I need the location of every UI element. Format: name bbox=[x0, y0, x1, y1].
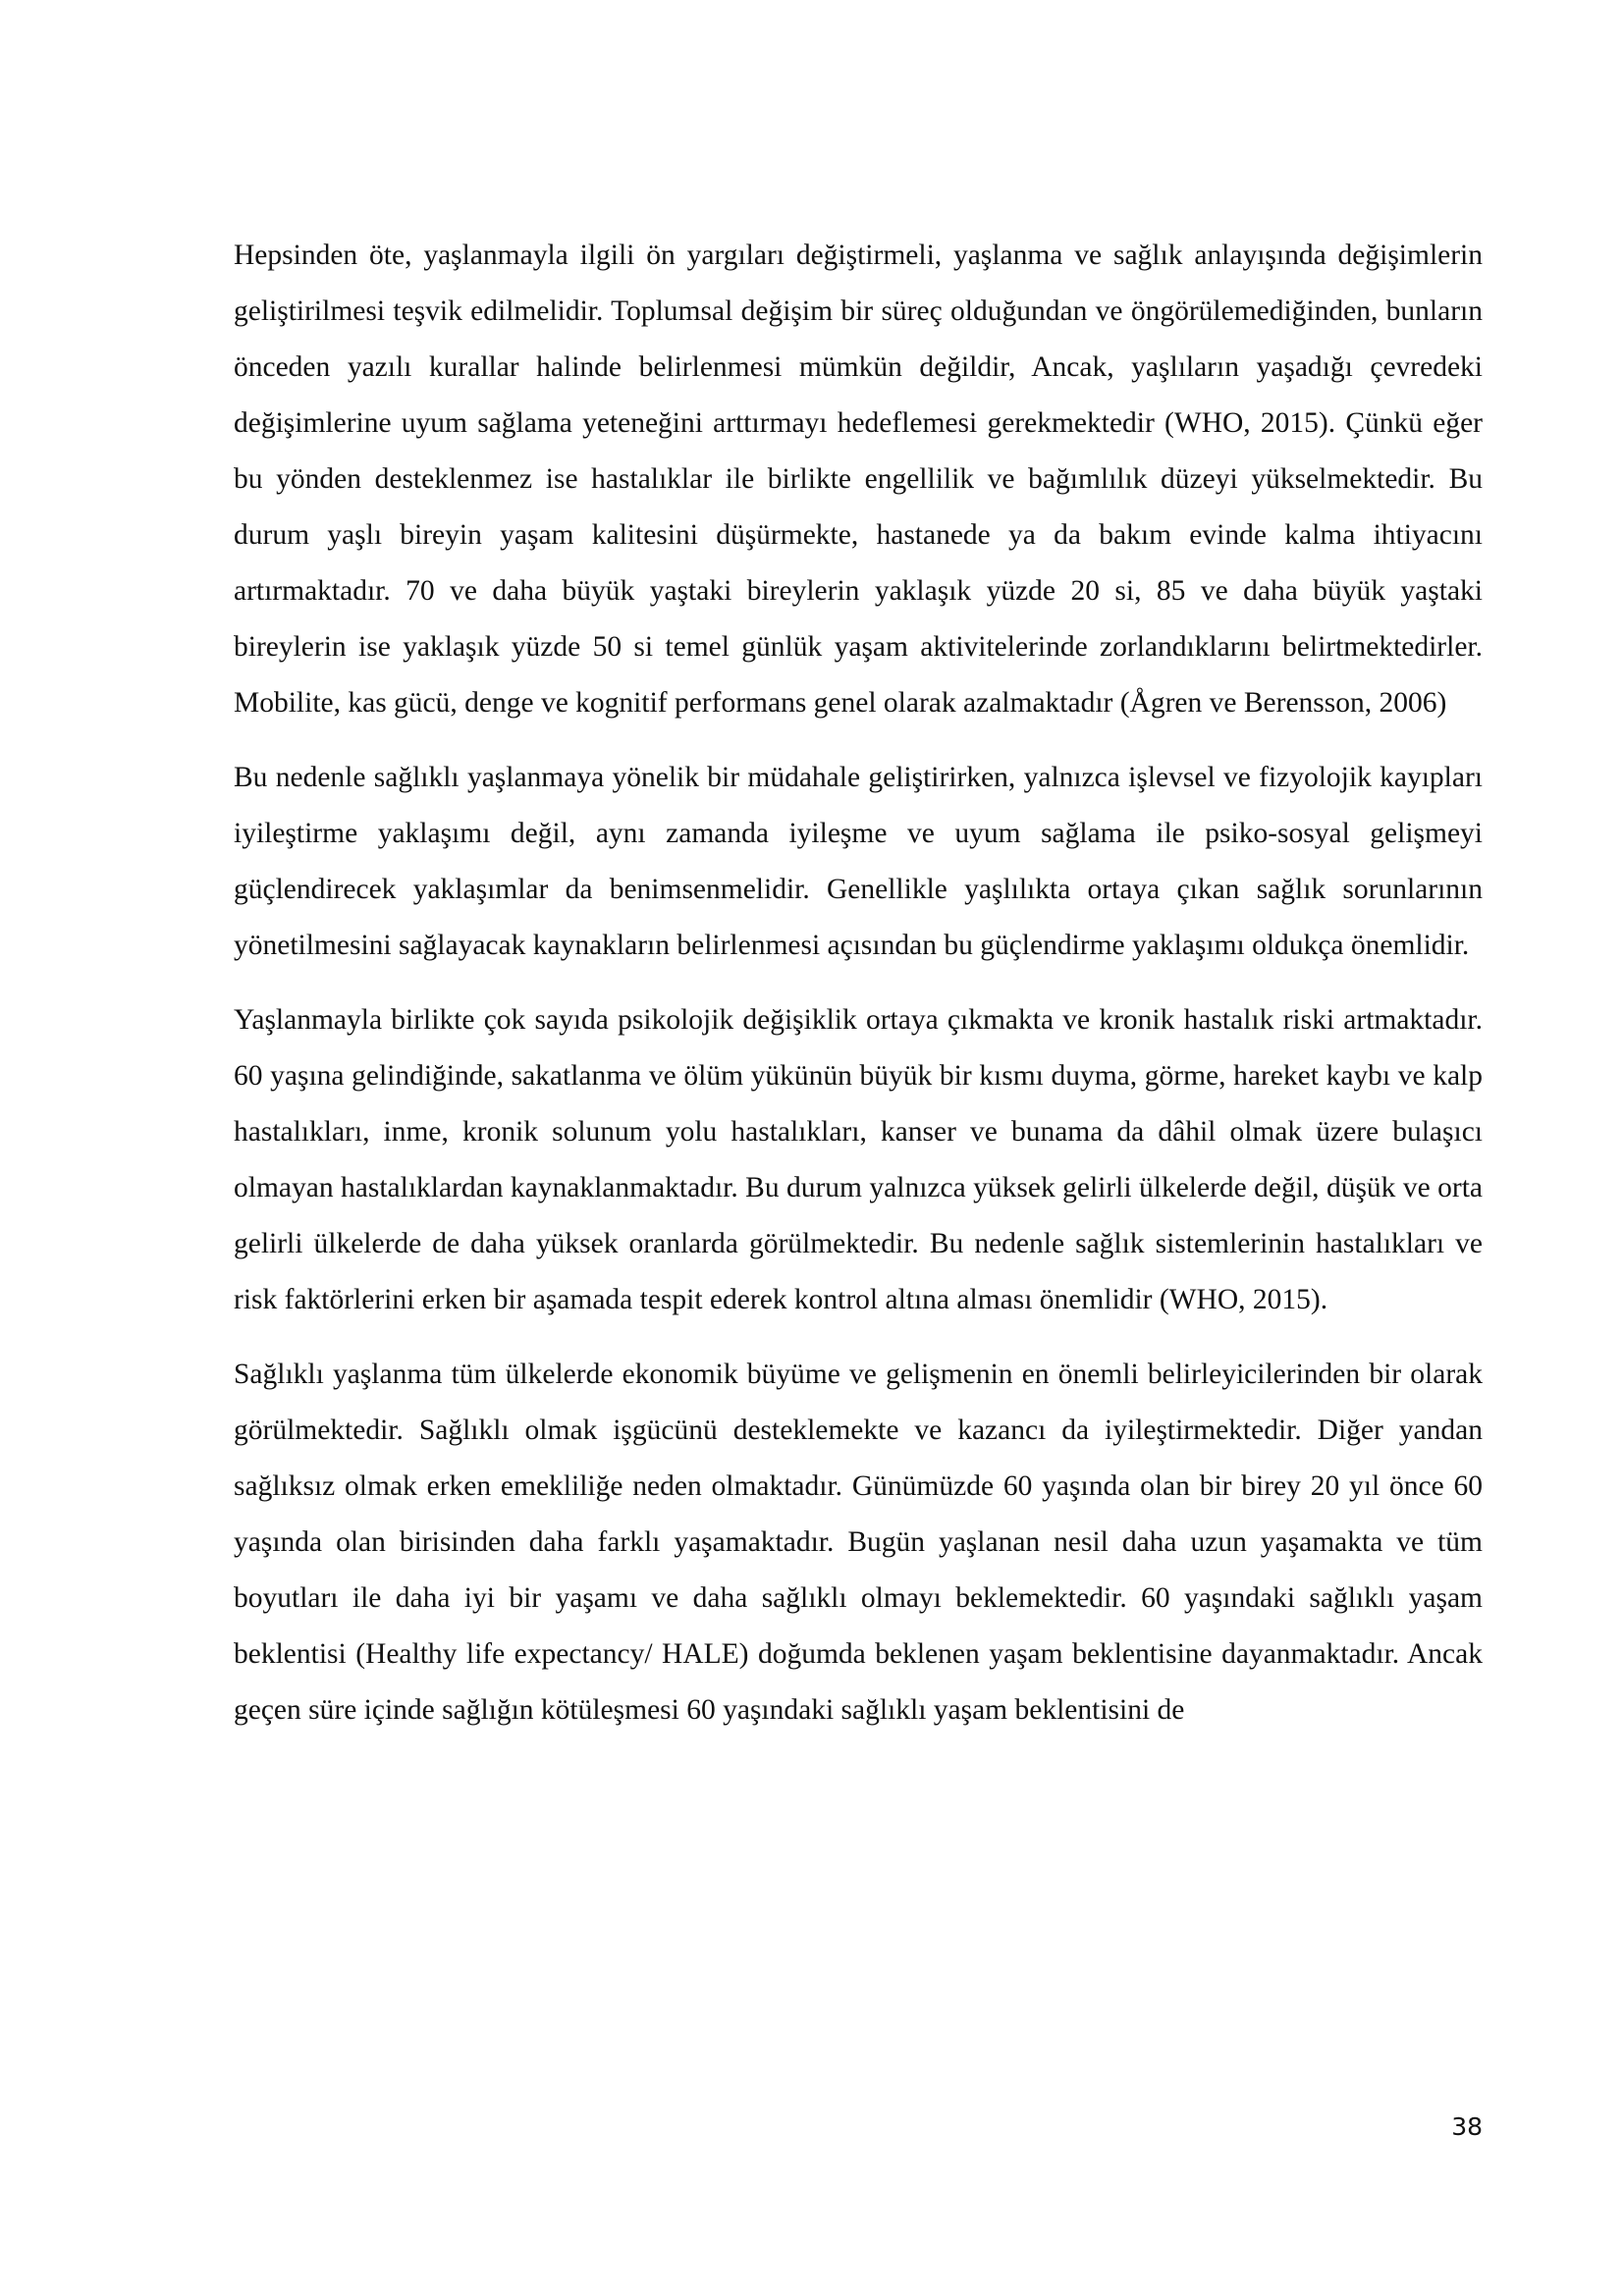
paragraph-3: Yaşlanmayla birlikte çok sayıda psikolojik değişiklik ortaya çıkmakta ve kronik hastalık riski artmaktadır. 60 yaşına gelindiğinde, sakatlanma ve ölüm yükünün büyük bir kısmı duyma, görme, hareket kaybı ve kalp hastalıkları, inme, kronik solunum yolu hastalıkları, kanser ve bunama da dâhil olmak üzere bulaşıcı olmayan hastalıklardan kaynaklanmaktadır. Bu durum yalnızca yüksek gelirli ülkelerde değil, düşük ve orta gelirli ülkelerde de daha yüksek oranlarda görülmektedir. Bu nedenle sağlık sistemlerinin hastalıkları ve risk faktörlerini erken bir aşamada tespit ederek kontrol altına alması önemlidir (WHO, 2015). bbox=[234, 1004, 1483, 1315]
paragraph-4: Sağlıklı yaşlanma tüm ülkelerde ekonomik büyüme ve gelişmenin en önemli belirleyicilerinden bir olarak görülmektedir. Sağlıklı olmak işgücünü desteklemekte ve kazancı da iyileştirmektedir. Diğer yandan sağlıksız olmak erken emekliliğe neden olmaktadır. Günümüzde 60 yaşında olan bir birey 20 yıl önce 60 yaşında olan birisinden daha farklı yaşamaktadır. Bugün yaşlanan nesil daha uzun yaşamakta ve tüm boyutları ile daha iyi bir yaşamı ve daha sağlıklı olmayı beklemektedir. 60 yaşındaki sağlıklı yaşam beklentisi (Healthy life expectancy/ HALE) doğumda beklenen yaşam beklentisine dayanmaktadır. Ancak geçen süre içinde sağlığın kötüleşmesi 60 yaşındaki sağlıklı yaşam beklentisini de bbox=[234, 1359, 1483, 1726]
paragraph-2: Bu nedenle sağlıklı yaşlanmaya yönelik bir müdahale geliştirirken, yalnızca işlevsel ve fizyolojik kayıpları iyileştirme yaklaşımı değil, aynı zamanda iyileşme ve uyum sağlama ile psiko-sosyal gelişmeyi güçlendirecek yaklaşımlar da benimsenmelidir. Genellikle yaşlılıkta ortaya çıkan sağlık sorunlarının yönetilmesini sağlayacak kaynakların belirlenmesi açısından bu güçlendirme yaklaşımı oldukça önemlidir. bbox=[234, 762, 1483, 961]
paragraph-1: Hepsinden öte, yaşlanmayla ilgili ön yargıları değiştirmeli, yaşlanma ve sağlık anlayışında değişimlerin geliştirilmesi teşvik edilmelidir. Toplumsal değişim bir süreç olduğundan ve öngörülemediğinden, bunların önceden yazılı kurallar halinde belirlenmesi mümkün değildir, Ancak, yaşlıların yaşadığı çevredeki değişimlerine uyum sağlama yeteneğini arttırmayı hedeflemesi gerekmektedir (WHO, 2015). Çünkü eğer bu yönden desteklenmez ise hastalıklar ile birlikte engellilik ve bağımlılık düzeyi yükselmektedir. Bu durum yaşlı bireyin yaşam kalitesini düşürmekte, hastanede ya da bakım evinde kalma ihtiyacını artırmaktadır. 70 ve daha büyük yaştaki bireylerin yaklaşık yüzde 20 si, 85 ve daha büyük yaştaki bireylerin ise yaklaşık yüzde 50 si temel günlük yaşam aktivitelerinde zorlandıklarını belirtmektedirler. Mobilite, kas gücü, denge ve kognitif performans genel olarak azalmaktadır (Ågren ve Berensson, 2006) bbox=[234, 240, 1483, 719]
page-body bbox=[234, 228, 1483, 1757]
page-number: 38 bbox=[1451, 2112, 1483, 2141]
